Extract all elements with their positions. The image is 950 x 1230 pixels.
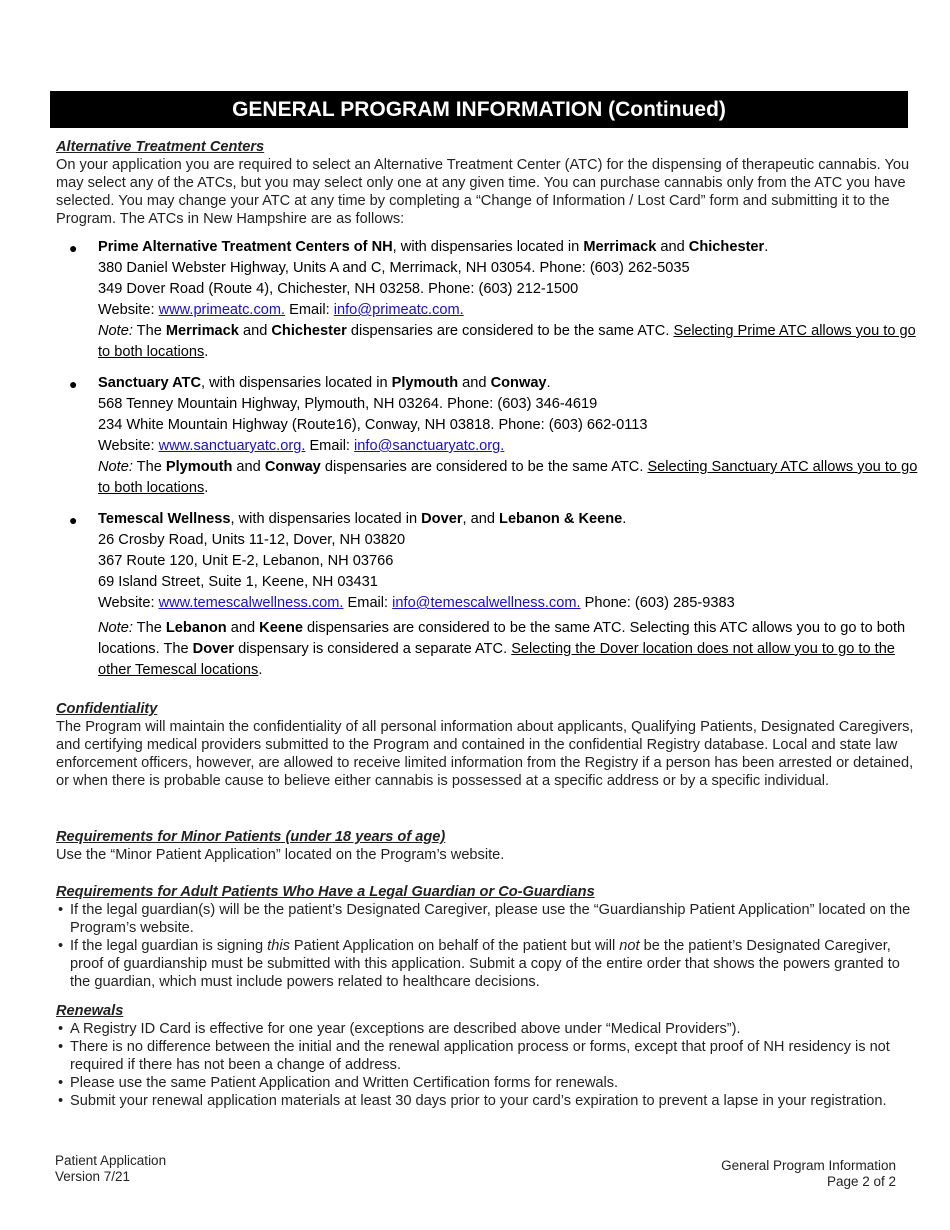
atc-section [56, 138, 922, 228]
footer-form-name: Patient Application [55, 1153, 167, 1168]
atc-contact: Website: www.sanctuaryatc.org. Email: info@sanctuaryatc.org. [98, 438, 505, 454]
minor-text: Use the “Minor Patient Application” located on the Program’s website. [56, 847, 505, 863]
confidentiality-title: Confidentiality [56, 701, 158, 717]
list-item: • Submit your renewal application materials at least 30 days prior to your card’s expiration to prevent a lapse in your registration. [44, 1092, 922, 1110]
list-item: • If the legal guardian is signing this Patient Application on behalf of the patient but will not be the patient’s Designated Caregiver, proof of guardianship must be submitted with this application. Submit a copy of the entire order that shows the powers granted to the guardian, which must include powers related to healthcare decisions. [44, 937, 922, 991]
list-item: • A Registry ID Card is effective for one year (exceptions are described above under “Medical Providers”). [44, 1020, 922, 1038]
atc-name: Prime Alternative Treatment Centers of NH [98, 239, 393, 255]
atc-section-title: Alternative Treatment Centers [56, 139, 265, 155]
confidentiality-section [56, 700, 922, 790]
guardian-section [56, 883, 922, 991]
atc-sanctuary [98, 373, 918, 499]
footer-section-name: General Program Information [721, 1158, 896, 1173]
atc-note: Note: The Plymouth and Conway dispensaries are considered to be the same ATC. Selecting Sanctuary ATC allows you to go to both locations. [98, 459, 918, 496]
atc-address: 234 White Mountain Highway (Route16), Conway, NH 03818. Phone: (603) 662-0113 [98, 417, 648, 433]
bullet-icon: ● [69, 240, 78, 256]
section-banner: GENERAL PROGRAM INFORMATION (Continued) [50, 91, 908, 128]
atc-address: 380 Daniel Webster Highway, Units A and C, Merrimack, NH 03054. Phone: (603) 262-5035 [98, 260, 690, 276]
confidentiality-text: The Program will maintain the confidentiality of all personal information about applicants, Qualifying Patients, Designated Caregivers, and certifying medical providers submitted to the Program and contained in the confidential Registry database. Local and state law enforcement officers, however, are allowed to receive limited information from the Registry if a person has been arrested or detained, or when there is probable cause to believe either cannabis is possessed at a specific address or by a specific individual. [56, 719, 914, 789]
atc-address: 26 Crosby Road, Units 11-12, Dover, NH 03820 [98, 532, 406, 548]
guardian-title: Requirements for Adult Patients Who Have a Legal Guardian or Co-Guardians [56, 884, 595, 900]
atc-intro: On your application you are required to select an Alternative Treatment Center (ATC) for the dispensing of therapeutic cannabis. You may select any of the ATCs, but you may select only one at any given time. You can purchase cannabis only from the ATC you have selected. You may change your ATC at any time by completing a “Change of Information / Lost Card” form and submitting it to the Program. The ATCs in New Hampshire are as follows: [56, 157, 910, 227]
atc-note: Note: The Lebanon and Keene dispensaries are considered to be the same ATC. Selecting this ATC allows you to go to both locations. The Dover dispensary is considered a separate ATC. Selecting the Dover location does not allow you to go to the other Temescal locations. [98, 620, 906, 678]
atc-contact: Website: www.primeatc.com. Email: info@primeatc.com. [98, 302, 464, 318]
email-link[interactable]: info@sanctuaryatc.org. [354, 438, 505, 454]
email-link[interactable]: info@temescalwellness.com. [392, 595, 581, 611]
list-item: • If the legal guardian(s) will be the patient’s Designated Caregiver, please use the “Guardianship Patient Application” located on the Program’s website. [44, 901, 922, 937]
list-item: • Please use the same Patient Application and Written Certification forms for renewals. [44, 1074, 922, 1092]
email-link[interactable]: info@primeatc.com. [333, 302, 464, 318]
bullet-icon: ● [69, 376, 78, 392]
minor-section [56, 828, 922, 864]
atc-address: 69 Island Street, Suite 1, Keene, NH 03431 [98, 574, 378, 590]
atc-contact: Website: www.temescalwellness.com. Email: info@temescalwellness.com. Phone: (603) 285-9383 [98, 595, 735, 611]
footer-version: Version 7/21 [55, 1169, 131, 1184]
footer-right [721, 1158, 896, 1190]
renewals-title: Renewals [56, 1003, 124, 1019]
atc-address: 568 Tenney Mountain Highway, Plymouth, NH 03264. Phone: (603) 346-4619 [98, 396, 598, 412]
atc-sanctuary-heading: Sanctuary ATC, with dispensaries located in Plymouth and Conway. [98, 375, 551, 391]
atc-address: 367 Route 120, Unit E-2, Lebanon, NH 03766 [98, 553, 394, 569]
atc-prime [98, 237, 918, 363]
website-link[interactable]: www.sanctuaryatc.org. [158, 438, 306, 454]
atc-temescal-heading: Temescal Wellness, with dispensaries located in Dover, and Lebanon & Keene. [98, 511, 627, 527]
renewals-section [56, 1002, 922, 1110]
list-item: • There is no difference between the initial and the renewal application process or forms, except that proof of NH residency is not required if there has not been a change of address. [44, 1038, 922, 1074]
footer-left [55, 1153, 166, 1185]
minor-title: Requirements for Minor Patients (under 18 years of age) [56, 829, 446, 845]
atc-address: 349 Dover Road (Route 4), Chichester, NH 03258. Phone: (603) 212-1500 [98, 281, 579, 297]
bullet-icon: ● [69, 512, 78, 528]
atc-prime-heading: Prime Alternative Treatment Centers of NH, with dispensaries located in Merrimack and Chichester. [98, 239, 769, 255]
website-link[interactable]: www.temescalwellness.com. [158, 595, 344, 611]
atc-temescal [98, 509, 918, 681]
footer-page-number: Page 2 of 2 [826, 1174, 896, 1189]
website-link[interactable]: www.primeatc.com. [158, 302, 286, 318]
atc-note: Note: The Merrimack and Chichester dispensaries are considered to be the same ATC. Selecting Prime ATC allows you to go to both locations. [98, 323, 916, 360]
